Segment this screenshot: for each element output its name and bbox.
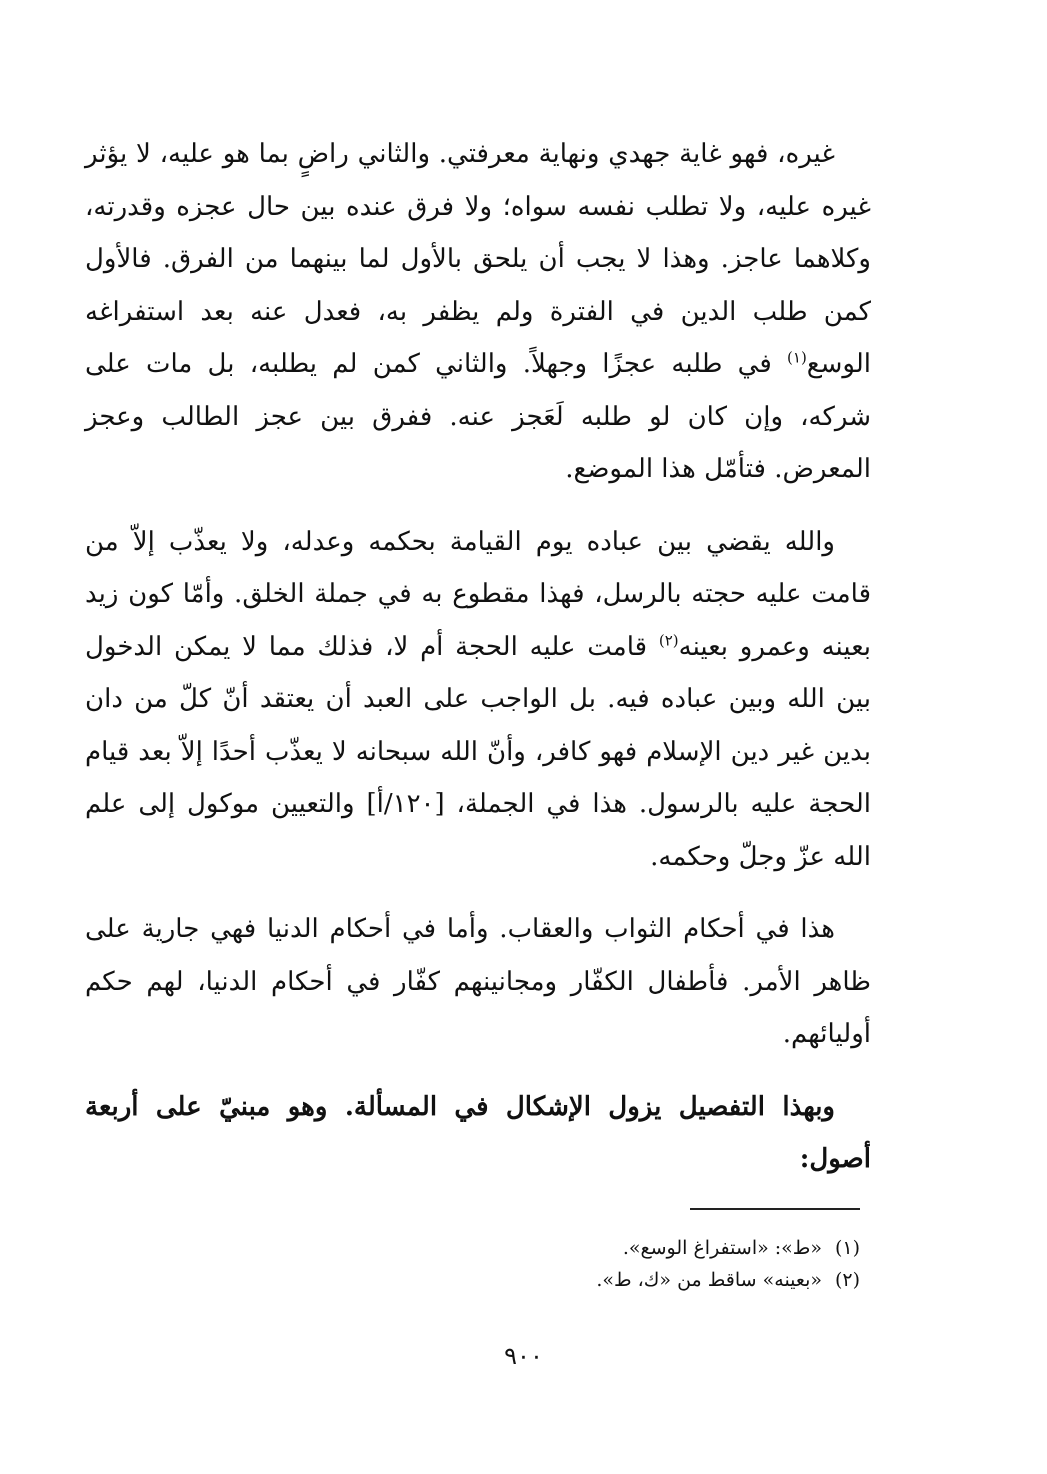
footnote-ref-2: (٢) — [658, 630, 679, 649]
paragraph-3 — [85, 903, 871, 1061]
footnote-1 — [420, 1232, 860, 1264]
paragraph-1 — [85, 128, 871, 496]
footnote-1-number: (١) — [834, 1237, 860, 1259]
paragraph-4 — [85, 1081, 871, 1186]
footnote-2-number: (٢) — [834, 1269, 860, 1291]
footnote-1-text: «ط»: «استفراغ الوسع». — [622, 1237, 822, 1259]
paragraph-1-text-b: في طلبه عجزًا وجهلاً. والثاني كمن لم يطلبه، بل مات على شركه، وإن كان لو طلبه لَعَجز عنه. ففرق بين عجز الطالب وعجز المعرض. فتأمّل هذا الموضع. — [85, 349, 871, 484]
page-number: ٩٠٠ — [504, 1342, 543, 1370]
footnote-separator — [690, 1208, 860, 1210]
paragraph-1-text-a: غيره، فهو غاية جهدي ونهاية معرفتي. والثاني راضٍ بما هو عليه، لا يؤثر غيره عليه، ولا تطلب نفسه سواه؛ ولا فرق عنده بين حال عجزه وقدرته، وكلاهما عاجز. وهذا لا يجب أن يلحق بالأول لما بينهما من الفرق. فالأول كمن طلب الدين في الفترة ولم يظفر به، فعدل عنه بعد استفراغه الوسع — [85, 139, 872, 379]
paragraph-2 — [85, 516, 871, 884]
footnotes — [420, 1232, 860, 1296]
footnote-ref-1: (١) — [787, 348, 807, 367]
main-text — [85, 128, 871, 1186]
footnote-2 — [420, 1264, 860, 1296]
paragraph-2-text-a: والله يقضي بين عباده يوم القيامة بحكمه وعدله، ولا يعذّب إلاّ من قامت عليه حجته بالرسل، فهذا مقطوع به في جملة الخلق. وأمّا كون زيد بعينه وعمرو بعينه — [85, 526, 871, 662]
paragraph-3-text: هذا في أحكام الثواب والعقاب. وأما في أحكام الدنيا فهي جارية على ظاهر الأمر. فأطفال الكفّار ومجانينهم كفّار في أحكام الدنيا، لهم حكم أوليائهم. — [85, 914, 871, 1049]
paragraph-4-text: وبهذا التفصيل يزول الإشكال في المسألة. وهو مبنيّ على أربعة أصول: — [85, 1091, 871, 1174]
footnote-2-text: «بعينه» ساقط من «ك، ط». — [596, 1269, 822, 1291]
paragraph-2-text-b: قامت عليه الحجة أم لا، فذلك مما لا يمكن الدخول بين الله وبين عباده فيه. بل الواجب على العبد أن يعتقد أنّ كلّ من دان بدين غير دين الإسلام فهو كافر، وأنّ الله سبحانه لا يعذّب أحدًا إلاّ بعد قيام الحجة عليه بالرسول. هذا في الجملة، [١٢٠/أ] والتعيين موكول إلى علم الله عزّ وجلّ وحكمه. — [85, 631, 871, 872]
